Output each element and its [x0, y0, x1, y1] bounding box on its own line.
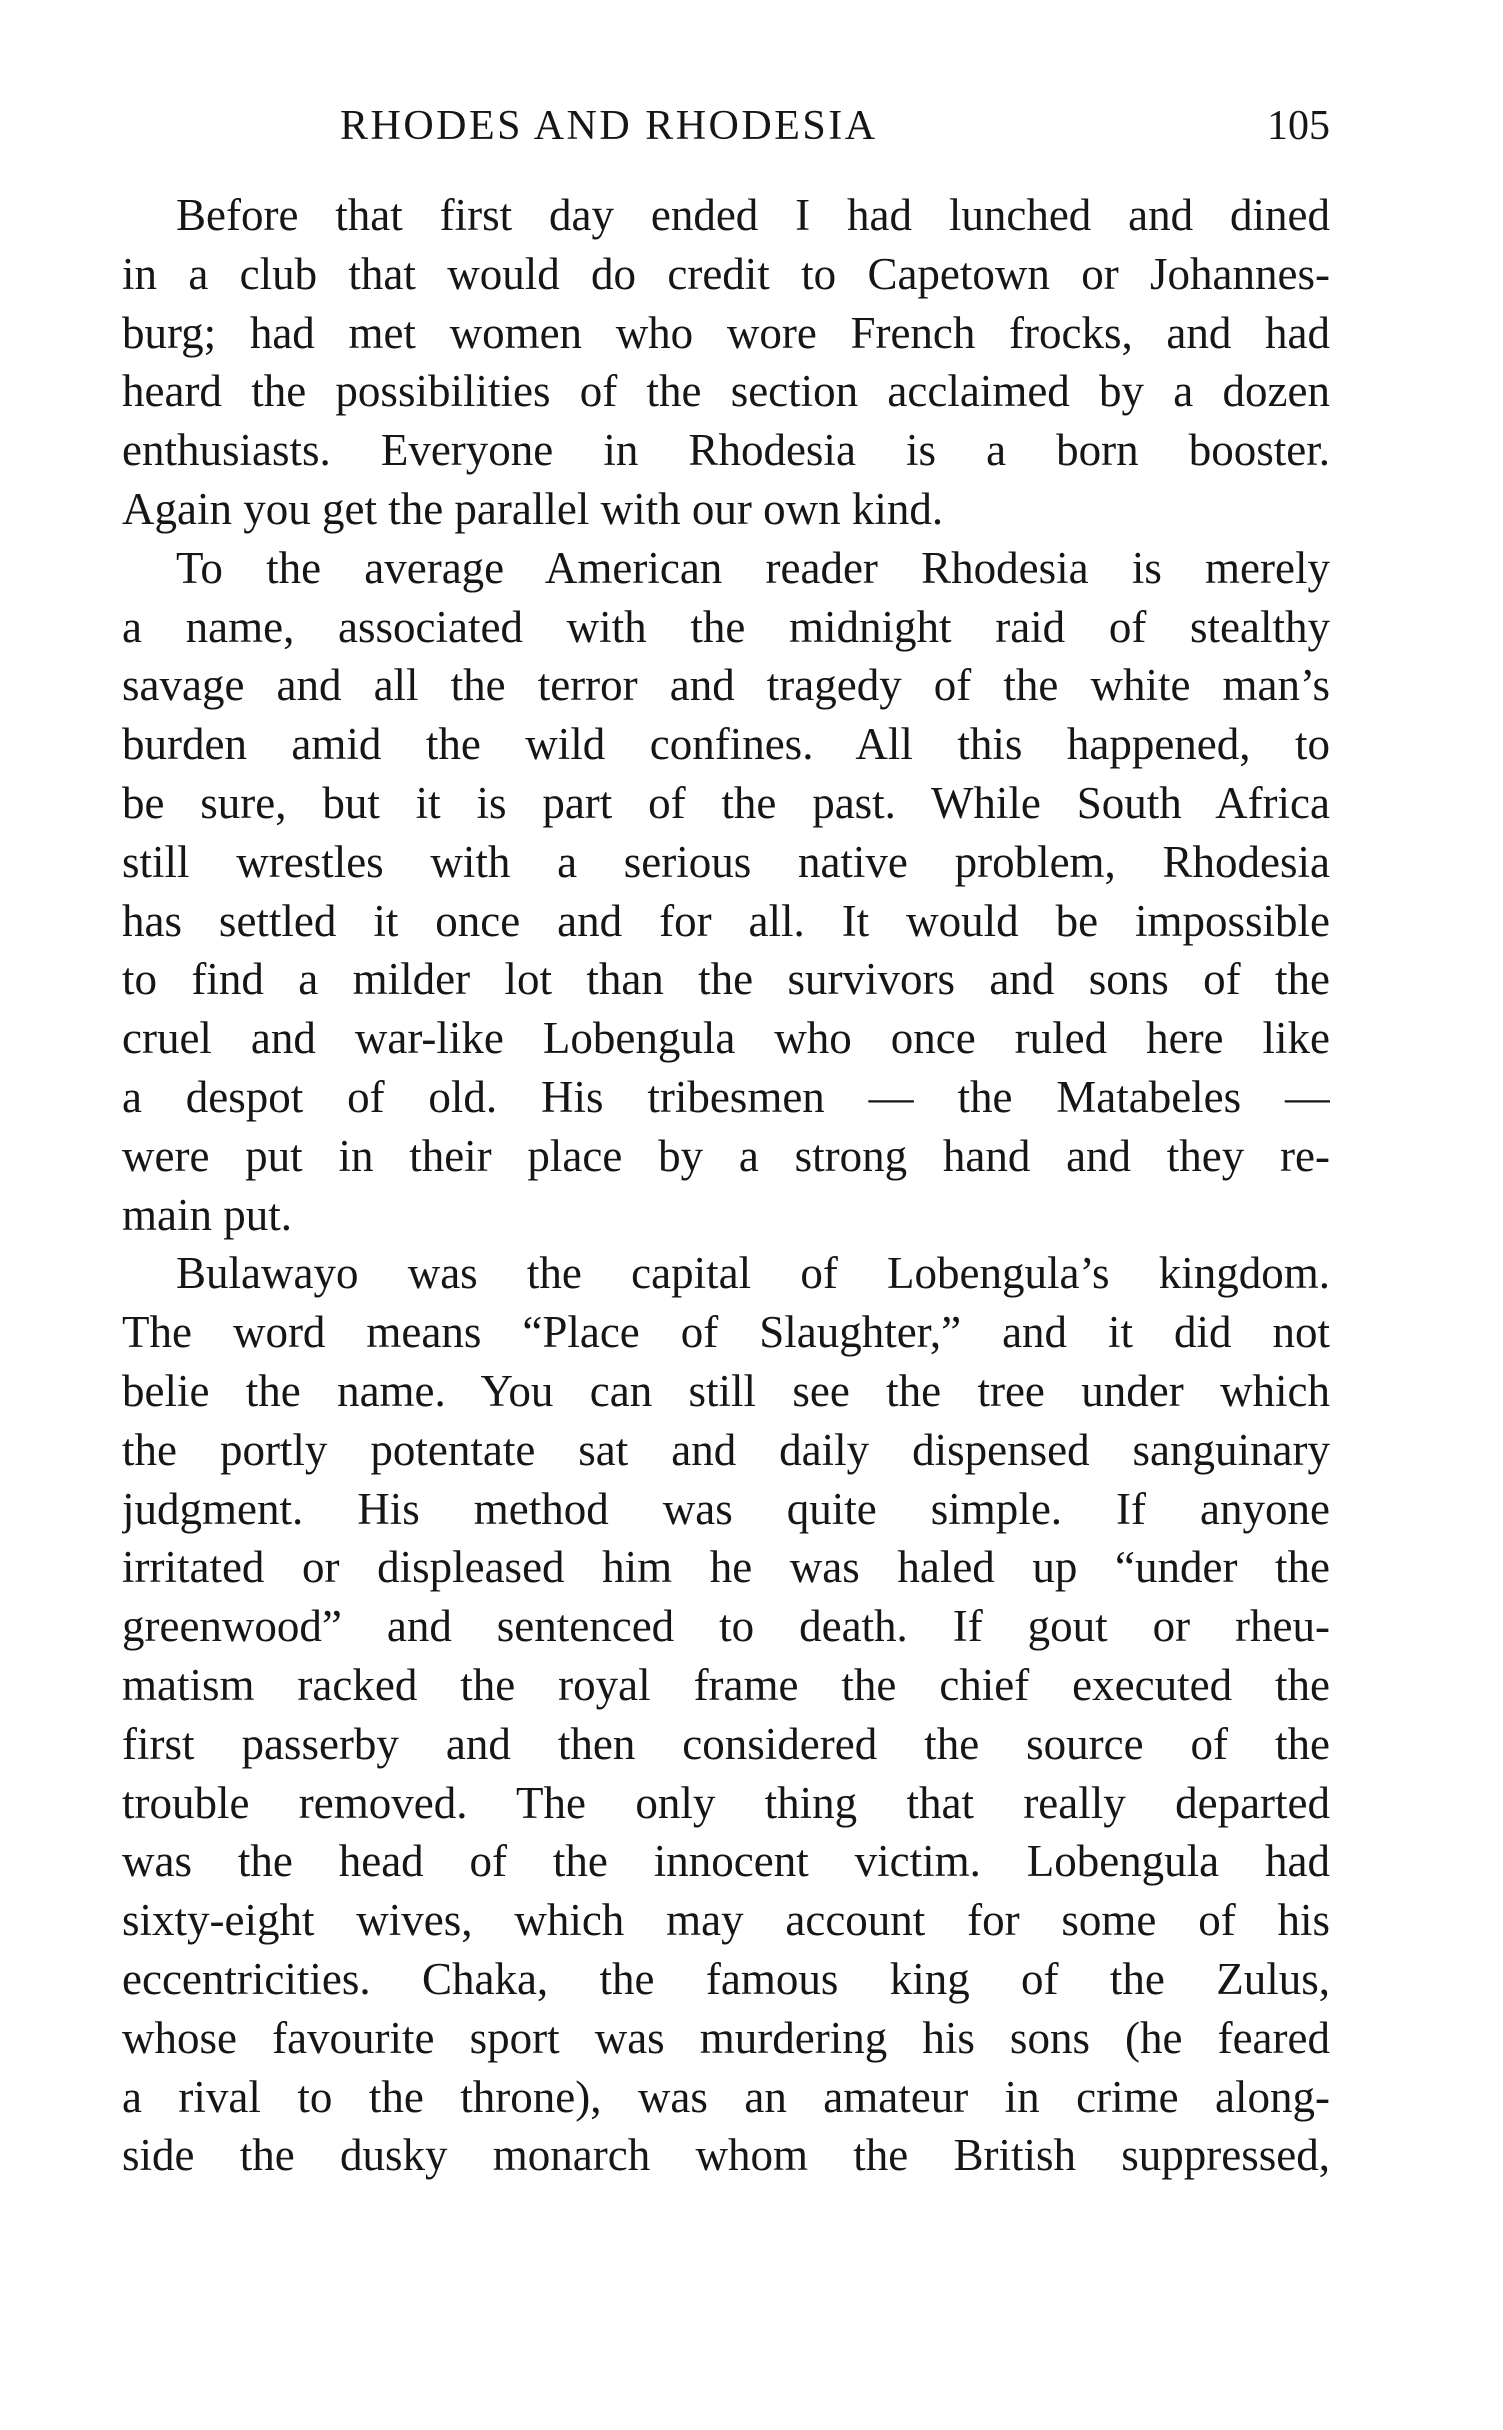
text-line: the portly potentate sat and daily dispensed sanguinary [122, 1424, 1330, 1475]
text-line: side the dusky monarch whom the British suppressed, [122, 2130, 1330, 2181]
body-text [122, 186, 1330, 2185]
text-line: Again you get the parallel with our own kind. [122, 483, 944, 534]
text-line: burg; had met women who wore French frocks, and had [122, 307, 1330, 358]
text-line: heard the possibilities of the section acclaimed by a dozen [122, 366, 1330, 417]
text-line: a despot of old. His tribesmen — the Matabeles — [122, 1071, 1330, 1122]
text-line: a name, associated with the midnight raid of stealthy [122, 601, 1330, 652]
text-line: The word means “Place of Slaughter,” and it did not [122, 1307, 1330, 1358]
paragraph [122, 1244, 1330, 2185]
text-line: to find a milder lot than the survivors and sons of the [122, 954, 1330, 1005]
text-line: To the average American reader Rhodesia is merely [176, 542, 1330, 593]
running-head [122, 96, 1330, 156]
text-line: judgment. His method was quite simple. If anyone [122, 1483, 1330, 1534]
text-line: trouble removed. The only thing that really departed [122, 1777, 1330, 1828]
text-line: eccentricities. Chaka, the famous king of the Zulus, [122, 1953, 1330, 2004]
text-line: main put. [122, 1189, 292, 1240]
text-line: still wrestles with a serious native problem, Rhodesia [122, 836, 1330, 887]
text-line: a rival to the throne), was an amateur in crime along- [122, 2071, 1330, 2122]
text-line: matism racked the royal frame the chief executed the [122, 1659, 1330, 1710]
running-head-title: RHODES AND RHODESIA [340, 103, 878, 149]
text-line: was the head of the innocent victim. Lobengula had [122, 1836, 1330, 1887]
text-line: enthusiasts. Everyone in Rhodesia is a born booster. [122, 425, 1330, 476]
text-line: irritated or displeased him he was haled up “under the [122, 1542, 1330, 1593]
text-line: greenwood” and sentenced to death. If gout or rheu- [122, 1601, 1330, 1652]
text-line: Bulawayo was the capital of Lobengula’s kingdom. [176, 1248, 1330, 1299]
text-line: whose favourite sport was murdering his sons (he feared [122, 2012, 1330, 2063]
text-line: belie the name. You can still see the tree under which [122, 1365, 1330, 1416]
text-line: sixty-eight wives, which may account for some of his [122, 1895, 1330, 1946]
text-line: burden amid the wild confines. All this happened, to [122, 719, 1330, 770]
text-line: first passerby and then considered the source of the [122, 1718, 1330, 1769]
text-line: were put in their place by a strong hand and they re- [122, 1130, 1330, 1181]
paragraph [122, 539, 1330, 1245]
text-line: be sure, but it is part of the past. While South Africa [122, 777, 1330, 828]
text-line: has settled it once and for all. It would be impossible [122, 895, 1330, 946]
paragraph [122, 186, 1330, 539]
page-number: 105 [1267, 103, 1330, 149]
text-line: in a club that would do credit to Capetown or Johannes- [122, 248, 1330, 299]
text-line: savage and all the terror and tragedy of the white man’s [122, 660, 1330, 711]
text-line: Before that first day ended I had lunched and dined [176, 190, 1330, 240]
text-line: cruel and war-like Lobengula who once ruled here like [122, 1013, 1330, 1064]
